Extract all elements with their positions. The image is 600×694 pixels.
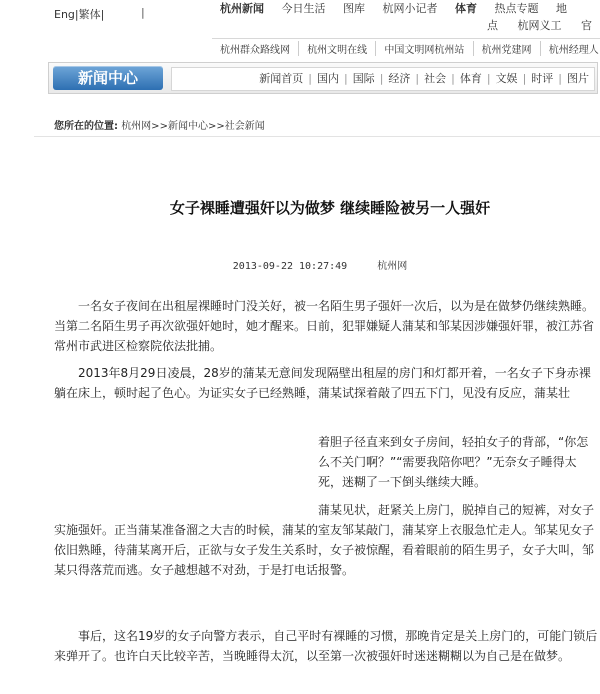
- breadcrumb: [54, 117, 265, 132]
- divider: [34, 136, 600, 137]
- article-paragraph: 一名女子夜间在出租屋裸睡时门没关好，被一名陌生男子强奸一次后，以为是在做梦仍继续熟睡。当第二名陌生男子再次欲强奸她时，她才醒来。日前，犯罪嫌疑人蒲某和邹某因涉嫌强奸罪，被江苏省常州市武进区检察院依法批捕。: [54, 299, 595, 353]
- menu-home[interactable]: 新闻首页: [259, 72, 304, 85]
- article-title: 女子裸睡遭强奸以为做梦 继续睡险被另一人强奸: [169, 199, 491, 217]
- menu-separator: |: [451, 72, 455, 85]
- link-party-building[interactable]: 杭州党建网: [473, 41, 537, 56]
- menu-separator: |: [379, 72, 384, 85]
- language-switcher: Eng|繁体|: [54, 8, 105, 21]
- menu-sports[interactable]: 体育: [459, 72, 482, 85]
- nav-sports[interactable]: 体育: [455, 2, 477, 15]
- lang-traditional-link[interactable]: 繁体: [78, 8, 101, 21]
- link-managers[interactable]: 杭州经理人: [540, 41, 600, 56]
- divider: |: [141, 6, 145, 19]
- article-paragraph: 2013年8月29日凌晨，28岁的蒲某无意间发现隔壁出租屋的房门和灯都开着，一名女子下身赤裸躺在床上，顿时起了色心。为证实女子已经熟睡，蒲某试探着敲了四五下门，见没有反应，蒲某壮: [54, 366, 591, 400]
- channel-menu: [171, 67, 595, 91]
- menu-international[interactable]: 国际: [352, 72, 375, 85]
- nav-gallery[interactable]: 图库: [343, 2, 365, 15]
- nav-volunteer[interactable]: 杭网义工: [517, 19, 562, 32]
- menu-entertainment[interactable]: 文娱: [495, 72, 518, 85]
- nav-young-reporter[interactable]: 杭网小记者: [382, 2, 438, 15]
- nav-today-life[interactable]: 今日生活: [281, 2, 326, 15]
- article-paragraph: 着胆子径直来到女子房间，轻拍女子的背部，“你怎么不关门啊？”“需要我陪你吧？”无奈女子睡得太死，迷糊了一下倒头继续大睡。: [318, 435, 589, 489]
- menu-separator: |: [415, 72, 420, 85]
- nav-hot-topics[interactable]: 热点专题: [494, 2, 539, 15]
- lang-english-link[interactable]: Eng: [54, 8, 75, 21]
- menu-separator: |: [558, 72, 562, 85]
- breadcrumb-label: 您所在的位置:: [54, 121, 118, 132]
- breadcrumb-trail[interactable]: 杭州网>>新闻中心>>社会新闻: [121, 121, 265, 132]
- article-datetime: 2013-09-22 10:27:49: [232, 261, 348, 272]
- menu-separator: |: [522, 72, 527, 85]
- top-header: [0, 0, 600, 58]
- menu-domestic[interactable]: 国内: [316, 72, 339, 85]
- menu-pictures[interactable]: 图片: [567, 72, 589, 85]
- menu-economy[interactable]: 经济: [388, 72, 411, 85]
- article-paragraph: 事后，这名19岁的女子向警方表示，自己平时有裸睡的习惯，那晚肯定是关上房门的，可能门锁后来弹开了。也许白天比较辛苦，当晚睡得太沉，以至第一次被强奸时迷迷糊糊以为自己是在做梦。: [54, 629, 598, 663]
- news-center-logo[interactable]: 新闻中心: [53, 66, 163, 90]
- article-source[interactable]: 杭州网: [377, 261, 408, 272]
- menu-commentary[interactable]: 时评: [531, 72, 554, 85]
- primary-nav: [220, 0, 581, 16]
- link-civilization-station[interactable]: 中国文明网杭州站: [375, 41, 469, 56]
- nav-official[interactable]: 官: [581, 19, 592, 32]
- menu-society[interactable]: 社会: [424, 72, 447, 85]
- menu-separator: |: [308, 72, 312, 85]
- nav-hangzhou-news[interactable]: 杭州新闻: [220, 2, 264, 15]
- article-meta: [0, 257, 600, 272]
- channel-bar: [48, 62, 598, 94]
- article-paragraph: [54, 500, 599, 580]
- link-civilization-online[interactable]: 杭州文明在线: [298, 41, 372, 56]
- nav-truncated[interactable]: 地: [556, 2, 567, 15]
- menu-separator: |: [343, 72, 348, 85]
- article-paragraph-text: 蒲某见状，赶紧关上房门，脱掉自己的短裤，对女子实施强奸。正当蒲某准备溜之大吉的时候，蒲某的室友邹某敲门，蒲某穿上衣服急忙走人。邹某见女子依旧熟睡，待蒲某离开后，正欲与女子发生关系时，女子被惊醒，看着眼前的陌生男子，女子大叫，邹某只得落荒而逃。女子越想越不对劲，于是打电话报警。: [54, 503, 595, 577]
- menu-separator: |: [486, 72, 491, 85]
- secondary-links: [212, 38, 600, 59]
- nav-dian[interactable]: 点: [487, 19, 498, 32]
- link-mass-line[interactable]: 杭州群众路线网: [220, 45, 290, 56]
- primary-nav-row2: [487, 17, 600, 33]
